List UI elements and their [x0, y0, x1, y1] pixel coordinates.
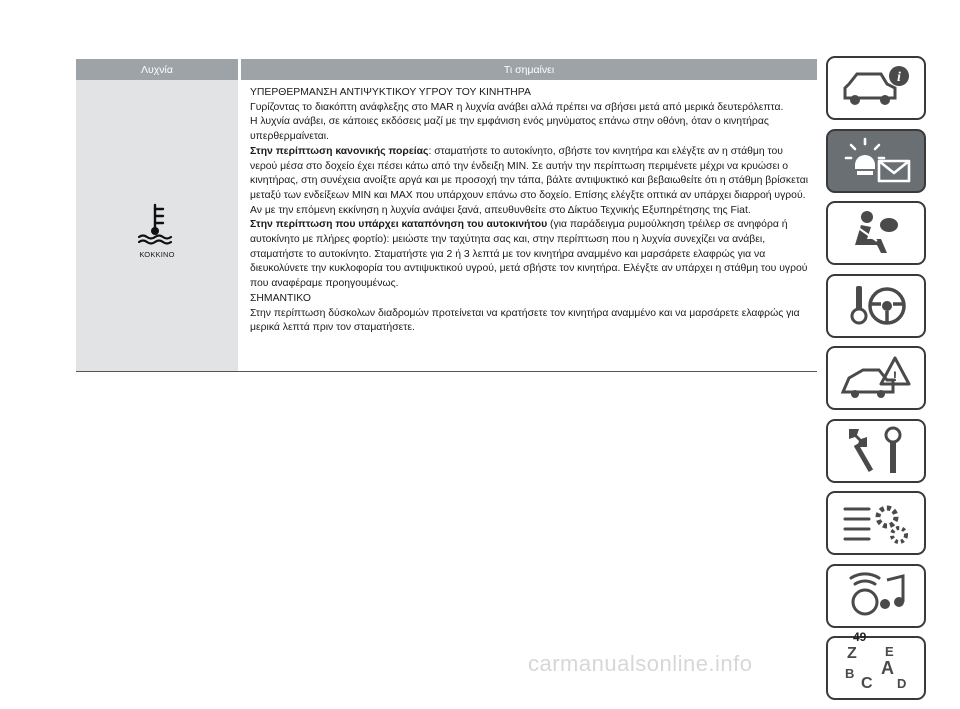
chapter-tabs — [826, 56, 926, 709]
coolant-temperature-icon — [134, 200, 180, 246]
car-info-icon — [837, 62, 915, 114]
page-number: 49 — [853, 630, 867, 644]
table-header — [76, 59, 817, 80]
tab-car-info[interactable] — [826, 56, 926, 120]
warning-lights-table — [76, 59, 817, 372]
tab-maintenance[interactable] — [826, 419, 926, 483]
paragraph-important-text: Στην περίπτωση δύσκολων διαδρομών προτείνεται να κρατήσετε τον κινητήρα αναμμένο και να μαρσάρετε ελαφρώς για μερικά λεπτά πριν τον σταματήσετε. — [250, 307, 800, 334]
alphabetical-index-icon — [837, 642, 915, 694]
header-meaning: Τι σημαίνει — [238, 59, 817, 80]
index-letter: B — [845, 666, 855, 681]
tab-emergency[interactable] — [826, 346, 926, 410]
svg-text:!: ! — [892, 368, 898, 384]
index-letter: A — [881, 658, 894, 678]
table-row — [76, 80, 817, 372]
paragraph-overheat: Η λυχνία ανάβει, σε κάποιες εκδόσεις μαζί με την εμφάνιση ενός μηνύματος επάνω στην οθόνη, όταν ο κινητήρας υπερθερμαίνεται. — [250, 116, 769, 143]
seat-airbag-icon — [837, 207, 915, 259]
index-letter: E — [885, 644, 894, 659]
tab-safety[interactable] — [826, 201, 926, 265]
maintenance-tools-icon — [837, 425, 915, 477]
paragraph-title: ΥΠΕΡΘΕΡΜΑΝΣΗ ΑΝΤΙΨΥΚΤΙΚΟΥ ΥΓΡΟΥ ΤΟΥ ΚΙΝΗΤΗΡΑ — [250, 87, 531, 98]
multimedia-icon — [837, 570, 915, 622]
lamp-cell — [76, 80, 238, 371]
technical-data-gears-icon — [837, 497, 915, 549]
car-breakdown-warning-icon — [837, 352, 915, 404]
lamp-color-label: ΚΟΚΚΙΝΟ — [139, 250, 175, 259]
tab-technical-data[interactable] — [826, 491, 926, 555]
paragraph-normal-driving: Στην περίπτωση κανονικής πορείας: σταματήστε το αυτοκίνητο, σβήστε τον κινητήρα και ελέγξτε αν η στάθμη του νερού μέσα στο δοχείο έχει πέσει κάτω από την ένδειξη MIN. Σε αυτήν την περίπτωση περιμένετε μέχρι να κρυώσει ο κινητήρας, στη συνέχεια ανοίξτε αργά και με προσοχή την τάπα, βάλτε αντιψυκτικό και βεβαιωθείτε ότι η στάθμη βρίσκεται μεταξύ των ενδείξεων MIN και MAX που υπάρχουν επάνω στο δοχείο. Επίσης ελέγξτε οπτικά αν υπάρχει διαρροή υγρού. Αν με την επόμενη εκκίνηση η λυχνία ανάψει ξανά, απευθυνθείτε στο Δίκτυο Τεχνικής Εξυπηρέτησης της Fiat. — [250, 145, 809, 216]
watermark: carmanualsonline.info — [528, 651, 753, 676]
tab-warning-lights[interactable] — [826, 129, 926, 193]
header-lamp: Λυχνία — [141, 63, 173, 76]
index-letter: C — [861, 675, 873, 692]
tab-index[interactable] — [826, 636, 926, 700]
index-letter: D — [897, 676, 907, 691]
tab-multimedia[interactable] — [826, 564, 926, 628]
paragraph-important-heading: ΣΗΜΑΝΤΙΚΟ — [250, 292, 311, 304]
key-steering-wheel-icon — [837, 280, 915, 332]
meaning-cell — [238, 80, 817, 371]
svg-text:i: i — [897, 70, 901, 85]
warning-light-message-icon — [837, 135, 915, 187]
tab-starting-driving[interactable] — [826, 274, 926, 338]
paragraph-key-on: Γυρίζοντας το διακόπτη ανάφλεξης στο MAR η λυχνία ανάβει αλλά πρέπει να σβήσει μετά από μερικά δευτερόλεπτα. — [250, 101, 784, 113]
paragraph-heavy-load: Στην περίπτωση που υπάρχει καταπόνηση του αυτοκινήτου (για παράδειγμα ρυμούλκηση τρέιλερ σε ανηφόρα ή αυτοκίνητο με πλήρες φορτίο): μειώστε την ταχύτητα σας και, στην περίπτωση που η λυχνία συνεχίζει να ανάβει, σταματήστε το αυτοκίνητο. Σταματήστε για 2 ή 3 λεπτά με τον κινητήρα αναμμένο και μαρσάρετε ελαφρώς για να διευκολύνετε την κυκλοφορία του αντιψυκτικού υγρού, μετά σβήστε τον κινητήρα. Ελέγξτε αν υπάρχει η στάθμη του υγρού που αναφέραμε προηγουμένως. — [250, 219, 808, 290]
index-letter: Z — [847, 645, 857, 662]
